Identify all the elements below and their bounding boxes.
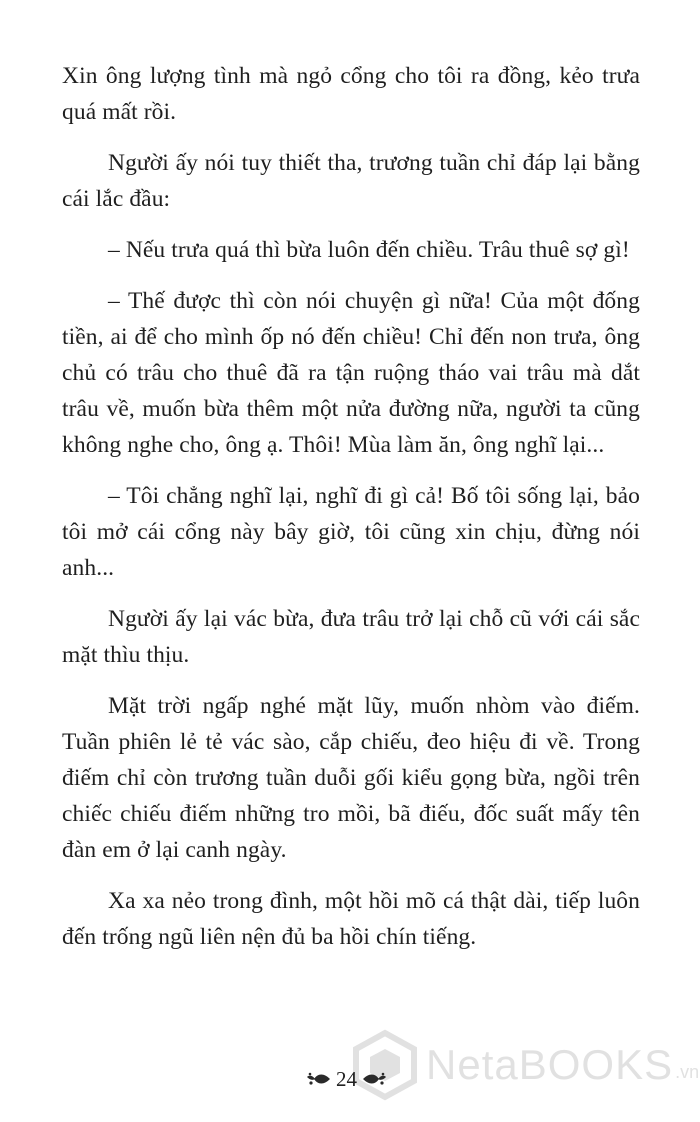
paragraph: Xin ông lượng tình mà ngỏ cổng cho tôi ra đồng, kẻo trưa quá mất rồi. — [62, 63, 640, 125]
paragraph: Người ấy nói tuy thiết tha, trương tuần chỉ đáp lại bằng cái lắc đầu: — [62, 150, 640, 212]
paragraph: Mặt trời ngấp nghé mặt lũy, muốn nhòm vào điếm. Tuần phiên lẻ tẻ vác sào, cắp chiếu, đeo hiệu đi về. Trong điếm chỉ còn trương tuần duỗi gối kiểu gọng bừa, ngồi trên chiếc chiếu điếm những tro mồi, bã điếu, đốc suất mấy tên đàn em ở lại canh ngày. — [62, 693, 640, 863]
page-footer — [0, 1061, 700, 1104]
watermark-domain-suffix: .vn — [675, 1061, 700, 1082]
floral-ornament-icon — [361, 1070, 387, 1088]
page-number: 24 — [336, 1066, 357, 1091]
page-body — [62, 58, 640, 970]
paragraph: Người ấy lại vác bừa, đưa trâu trở lại chỗ cũ với cái sắc mặt thìu thịu. — [62, 606, 640, 668]
paragraph: – Tôi chẳng nghĩ lại, nghĩ đi gì cả! Bố tôi sống lại, bảo tôi mở cái cổng này bây giờ, tôi cũng xin chịu, đừng nói anh... — [62, 483, 640, 581]
watermark-brand-text: NetaBOOKS — [426, 1041, 674, 1088]
paragraph: – Thế được thì còn nói chuyện gì nữa! Của một đống tiền, ai để cho mình ốp nó đến chiều! Chỉ đến non trưa, ông chủ có trâu cho thuê đã ra tận ruộng tháo vai trâu mà dắt trâu về, muốn bừa thêm một nửa đường nữa, người ta cũng không nghe cho, ông ạ. Thôi! Mùa làm ăn, ông nghĩ lại... — [62, 288, 640, 458]
paragraph: Xa xa nẻo trong đình, một hồi mõ cá thật dài, tiếp luôn đến trống ngũ liên nện đủ ba hồi chín tiếng. — [62, 888, 640, 950]
paragraph: – Nếu trưa quá thì bừa luôn đến chiều. Trâu thuê sợ gì! — [108, 237, 630, 263]
floral-ornament-icon — [306, 1070, 332, 1088]
page-number-group — [306, 1064, 387, 1094]
